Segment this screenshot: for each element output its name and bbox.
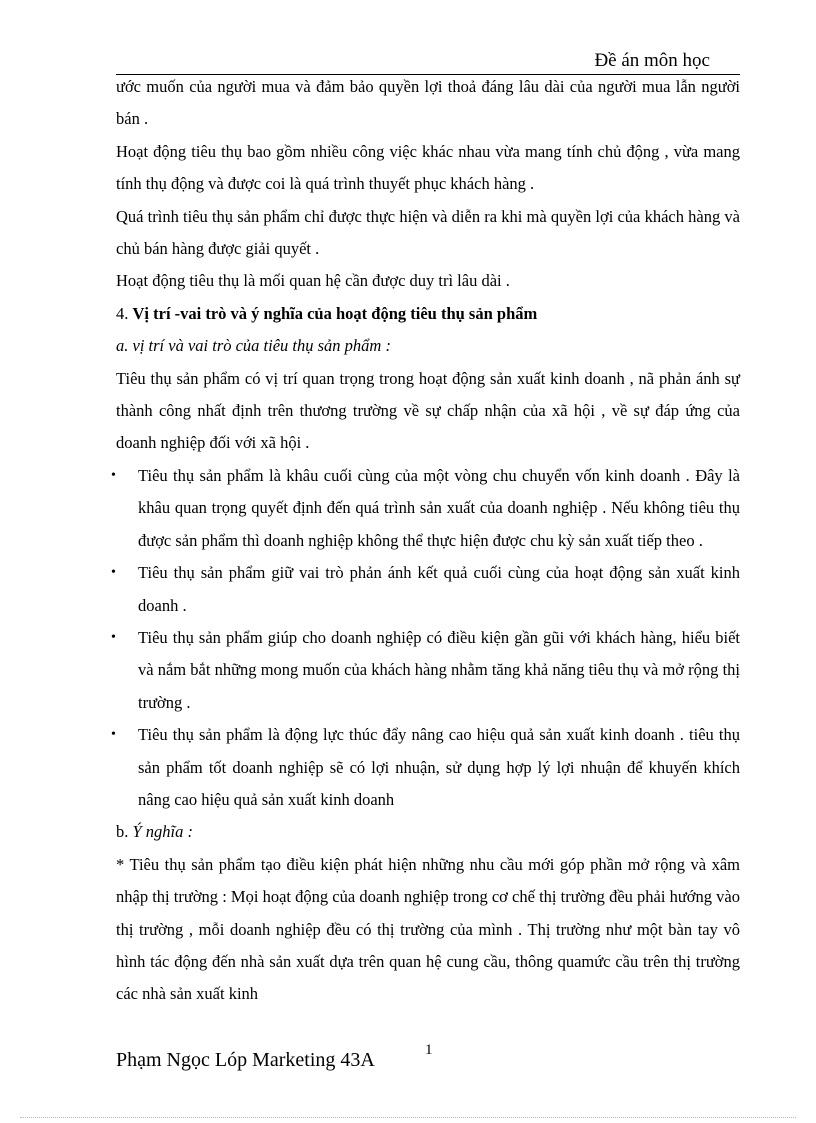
paragraph: ước muốn của người mua và đảm bảo quyền lợi thoả đáng lâu dài của người mua lẫn người bán .: [116, 77, 740, 129]
section-number: 4.: [116, 303, 133, 323]
paragraph: Hoạt động tiêu thụ là mối quan hệ cần được duy trì lâu dài .: [116, 271, 510, 291]
bullet-icon: •: [111, 629, 116, 645]
subsection-a-heading: a. vị trí và vai trò của tiêu thụ sản phẩm :: [116, 336, 391, 356]
list-item: [111, 557, 740, 622]
list-item-text: Tiêu thụ sản phẩm giúp cho doanh nghiệp có điều kiện gần gũi với khách hàng, hiểu biết và nắm bắt những mong muốn của khách hàng nhằm tăng khả năng tiêu thụ và mở rộng thị trường .: [138, 627, 740, 712]
bullet-icon: •: [111, 565, 116, 581]
paragraph: Tiêu thụ sản phẩm có vị trí quan trọng trong hoạt động sản xuất kinh doanh , nã phản ánh sự thành công nhất định trên thương trường về sự chấp nhận của xã hội , về sự đáp ứng của doanh nghiệp đối với xã hội .: [116, 368, 740, 453]
paragraph: Hoạt động tiêu thụ bao gồm nhiều công việc khác nhau vừa mang tính chủ động , vừa mang tính thụ động và được coi là quá trình thuyết phục khách hàng .: [116, 141, 740, 194]
list-item: [111, 622, 740, 719]
list-item-text: Tiêu thụ sản phẩm là khâu cuối cùng của một vòng chu chuyển vốn kinh doanh . Đây là khâu quan trọng quyết định đến quá trình sản xuất của doanh nghiệp . Nếu không tiêu thụ được sản phẩm thì doanh nghiệp không thể thực hiện được chu kỳ sản xuất tiếp theo .: [138, 465, 740, 550]
subsection-b-prefix: b.: [116, 822, 133, 842]
section-heading: [116, 298, 740, 330]
list-item: [111, 460, 740, 557]
bullet-icon: •: [111, 727, 116, 743]
bullet-icon: •: [111, 467, 116, 483]
document-body: [111, 71, 740, 1011]
footer-author: Phạm Ngọc Lóp Marketing 43A: [116, 1049, 375, 1071]
list-item-text: Tiêu thụ sản phẩm giữ vai trò phản ánh kết quả cuối cùng của hoạt động sản xuất kinh doanh .: [138, 563, 740, 615]
subsection-b-title: Ý nghĩa :: [132, 822, 194, 842]
paragraph: Quá trình tiêu thụ sản phẩm chỉ được thực hiện và diễn ra khi mà quyền lợi của khách hàng và chủ bán hàng được giải quyết .: [116, 206, 740, 259]
section-title: Vị trí -vai trò và ý nghĩa của hoạt động tiêu thụ sản phẩm: [132, 303, 538, 323]
list-item: [111, 719, 740, 816]
bullet-list: [111, 460, 740, 816]
list-item-text: Tiêu thụ sản phẩm là động lực thúc đẩy nâng cao hiệu quả sản xuất kinh doanh . tiêu thụ sản phẩm tốt doanh nghiệp sẽ có lợi nhuận, sử dụng hợp lý lợi nhuận để khuyến khích nâng cao hiệu quả sản xuất kinh doanh: [138, 725, 740, 809]
page-number: 1: [425, 1042, 433, 1058]
paragraph: * Tiêu thụ sản phẩm tạo điều kiện phát hiện những nhu cầu mới góp phần mở rộng và xâm nhập thị trường : Mọi hoạt động của doanh nghiệp trong cơ chế thị trường đều phải hướng vào thị trường , mỗi doanh nghiệp đều có thị trường của mình . Thị trường như một bàn tay vô hình tác động đến nhà sản xuất dựa trên quan hệ cung cầu, thông quamức cầu trên thị trường các nhà sản xuất kinh: [116, 854, 740, 1004]
subsection-b-heading: [116, 816, 740, 848]
header-title: Đề án môn học: [594, 50, 710, 71]
page-boundary-divider: [20, 1117, 796, 1118]
